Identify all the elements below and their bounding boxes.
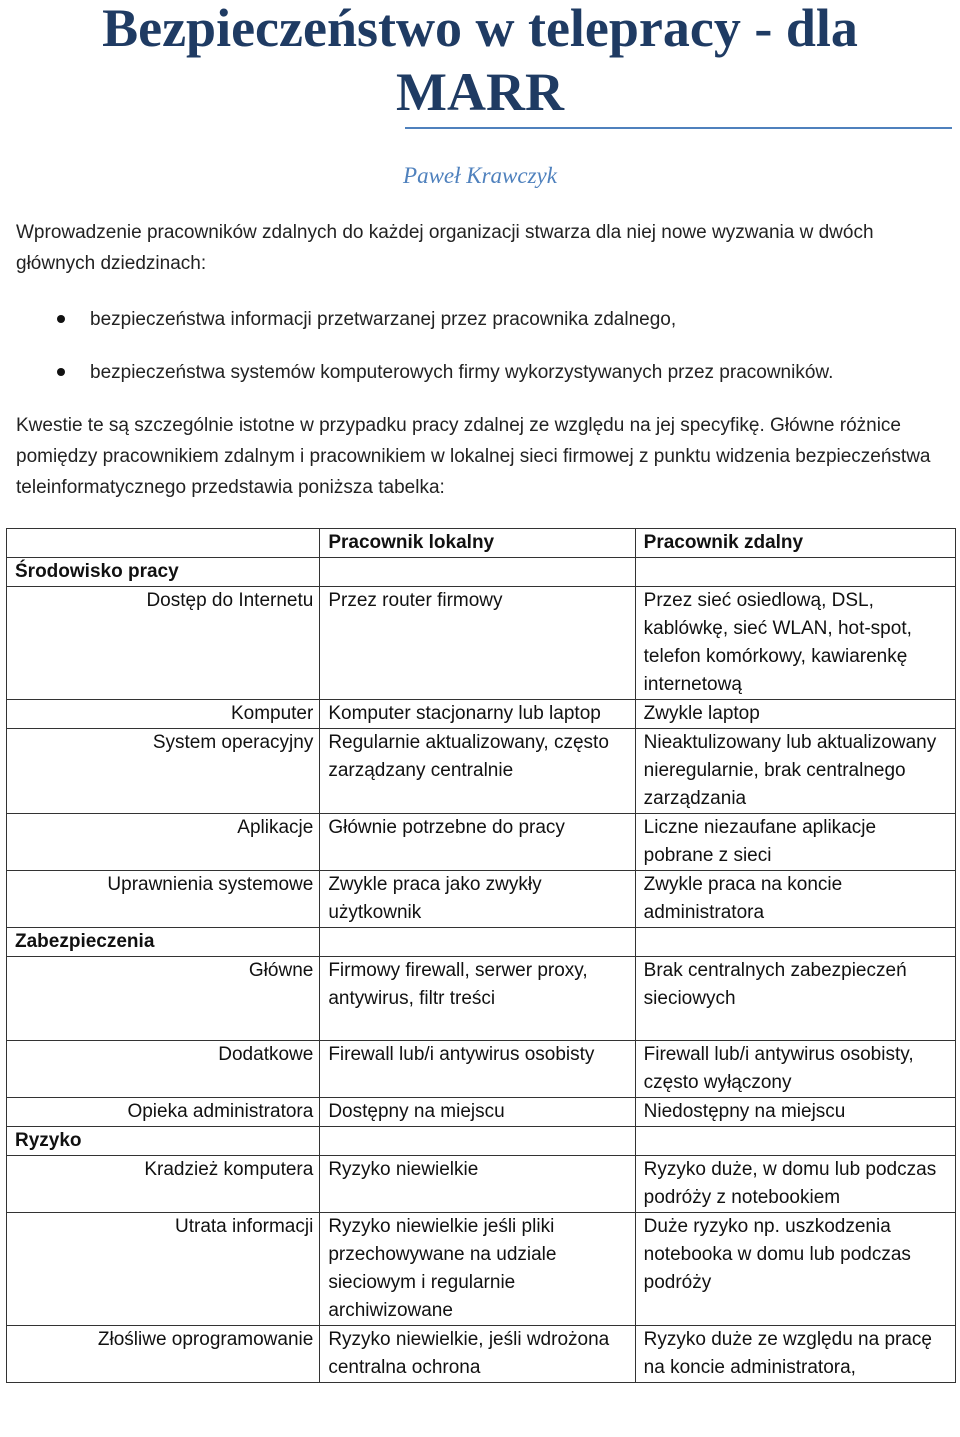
comparison-table — [6, 528, 956, 1383]
bullet-text: bezpieczeństwa systemów komputerowych firmy wykorzystywanych przez pracowników. — [90, 362, 834, 383]
remote-worker-cell: Duże ryzyko np. uszkodzenia notebooka w domu lub podczas podróży — [635, 1213, 955, 1326]
local-worker-cell: Firewall lub/i antywirus osobisty — [320, 1041, 635, 1098]
row-label: Komputer — [7, 700, 320, 729]
local-worker-cell: Ryzyko niewielkie, jeśli wdrożona centralna ochrona — [320, 1326, 635, 1383]
title-line-1: Bezpieczeństwo w telepracy - dla — [102, 0, 858, 58]
local-worker-cell: Głównie potrzebne do pracy — [320, 814, 635, 871]
local-worker-cell: Firmowy firewall, serwer proxy, antywirus, filtr treści — [320, 957, 635, 1041]
remote-worker-cell: Firewall lub/i antywirus osobisty, często wyłączony — [635, 1041, 955, 1098]
table-row — [7, 729, 956, 814]
row-label: Złośliwe oprogramowanie — [7, 1326, 320, 1383]
table-row — [7, 1326, 956, 1383]
remote-worker-cell: Nieaktulizowany lub aktualizowany nieregularnie, brak centralnego zarządzania — [635, 729, 955, 814]
table-header-row — [7, 529, 956, 558]
table-section-row — [7, 558, 956, 587]
table-row — [7, 814, 956, 871]
row-label: Główne — [7, 957, 320, 1041]
row-label: Opieka administratora — [7, 1098, 320, 1127]
author-name: Paweł Krawczyk — [403, 163, 557, 188]
empty-cell — [635, 928, 955, 957]
table-row — [7, 871, 956, 928]
empty-cell — [320, 558, 635, 587]
empty-cell — [320, 1127, 635, 1156]
bullet-item — [0, 304, 940, 357]
bullet-list — [0, 304, 940, 410]
local-worker-cell: Zwykle praca jako zwykły użytkownik — [320, 871, 635, 928]
row-label: Dodatkowe — [7, 1041, 320, 1098]
section-label: Środowisko pracy — [7, 558, 320, 587]
local-worker-cell: Ryzyko niewielkie — [320, 1156, 635, 1213]
table-section-row — [7, 1127, 956, 1156]
section-label: Ryzyko — [7, 1127, 320, 1156]
row-label: Kradzież komputera — [7, 1156, 320, 1213]
header-remote-worker: Pracownik zdalny — [635, 529, 955, 558]
local-worker-cell: Komputer stacjonarny lub laptop — [320, 700, 635, 729]
table-row — [7, 700, 956, 729]
table-row — [7, 587, 956, 700]
remote-worker-cell: Liczne niezaufane aplikacje pobrane z sieci — [635, 814, 955, 871]
local-worker-cell: Dostępny na miejscu — [320, 1098, 635, 1127]
row-label: Dostęp do Internetu — [7, 587, 320, 700]
local-worker-cell: Przez router firmowy — [320, 587, 635, 700]
bullet-item — [0, 357, 940, 410]
table-row — [7, 1213, 956, 1326]
local-worker-cell: Regularnie aktualizowany, często zarządzany centralnie — [320, 729, 635, 814]
remote-worker-cell: Zwykle praca na koncie administratora — [635, 871, 955, 928]
table-row — [7, 1098, 956, 1127]
intro-paragraph: Wprowadzenie pracowników zdalnych do każdej organizacji stwarza dla niej nowe wyzwania w dwóch głównych dziedzinach: — [16, 222, 874, 274]
row-label: Aplikacje — [7, 814, 320, 871]
table-section-row — [7, 928, 956, 957]
title-underline — [405, 127, 952, 129]
table-row — [7, 1041, 956, 1098]
row-label: Uprawnienia systemowe — [7, 871, 320, 928]
local-worker-cell: Ryzyko niewielkie jeśli pliki przechowywane na udziale sieciowym i regularnie archiwizowane — [320, 1213, 635, 1326]
section-label: Zabezpieczenia — [7, 928, 320, 957]
document-title — [30, 0, 930, 124]
remote-worker-cell: Zwykle laptop — [635, 700, 955, 729]
remote-worker-cell: Ryzyko duże, w domu lub podczas podróży z notebookiem — [635, 1156, 955, 1213]
row-label: Utrata informacji — [7, 1213, 320, 1326]
remote-worker-cell: Ryzyko duże ze względu na pracę na koncie administratora, — [635, 1326, 955, 1383]
table-row — [7, 1156, 956, 1213]
remote-worker-cell: Niedostępny na miejscu — [635, 1098, 955, 1127]
comparison-intro-paragraph: Kwestie te są szczególnie istotne w przypadku pracy zdalnej ze względu na jej specyfikę. Główne różnice pomiędzy pracownikiem zdalnym i pracownikiem w lokalnej sieci firmowej z punktu widzenia bezpieczeństwa teleinformatycznego przedstawia poniższa tabelka: — [16, 415, 931, 498]
header-cell-empty — [7, 529, 320, 558]
row-label: System operacyjny — [7, 729, 320, 814]
header-local-worker: Pracownik lokalny — [320, 529, 635, 558]
remote-worker-cell: Brak centralnych zabezpieczeń sieciowych — [635, 957, 955, 1041]
empty-cell — [635, 558, 955, 587]
bullet-dot-icon — [57, 368, 65, 376]
empty-cell — [320, 928, 635, 957]
empty-cell — [635, 1127, 955, 1156]
remote-worker-cell: Przez sieć osiedlową, DSL, kablówkę, sieć WLAN, hot-spot, telefon komórkowy, kawiarenkę internetową — [635, 587, 955, 700]
title-line-2: MARR — [396, 62, 564, 122]
bullet-text: bezpieczeństwa informacji przetwarzanej przez pracownika zdalnego, — [90, 309, 677, 330]
table-row — [7, 957, 956, 1041]
bullet-dot-icon — [57, 315, 65, 323]
